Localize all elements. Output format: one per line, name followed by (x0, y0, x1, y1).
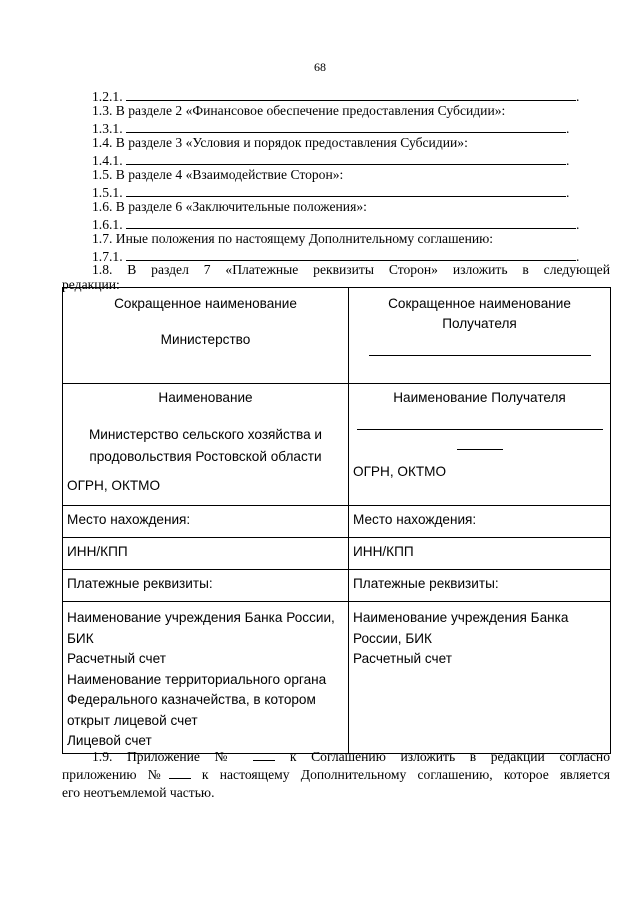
table-row (63, 570, 611, 602)
line-1-3: 1.3. В разделе 2 «Финансовое обеспечение предоставления Субсидии»: (92, 103, 506, 118)
fill-line (126, 247, 576, 261)
clause-number: 1.5.1. (92, 185, 123, 200)
line-1-7-1: 1.7.1. . (92, 249, 580, 264)
bank-line: открыт лицевой счет (67, 712, 198, 728)
clause-number: 1.6.1. (92, 217, 123, 232)
bank-line: России, БИК (353, 630, 432, 646)
table-row (63, 288, 611, 384)
page-number: 68 (314, 60, 326, 74)
bank-line: Наименование территориального органа (67, 671, 327, 687)
ministry-bank-cell (63, 602, 349, 754)
clause-number: 1.4.1. (92, 153, 123, 168)
line-1-7: 1.7. Иные положения по настоящему Дополнительному соглашению: (92, 231, 494, 246)
table-row (63, 602, 611, 754)
recipient-name-label: Наименование Получателя (393, 390, 566, 405)
requisites-table (62, 287, 611, 754)
location-label: Место нахождения: (349, 506, 611, 538)
table-row (63, 384, 611, 506)
fill-line (169, 766, 191, 779)
bank-line: Наименование учреждения Банка России, (67, 610, 335, 625)
fill-line (126, 183, 566, 197)
bank-line: Федерального казначейства, в котором (67, 692, 316, 707)
short-name-label: Сокращенное наименование (114, 296, 297, 311)
line-1-4-1: 1.4.1. . (92, 153, 570, 168)
recipient-short-name-cell (349, 288, 611, 384)
payment-label: Платежные реквизиты: (63, 570, 349, 602)
clause-number: 1.2.1. (92, 89, 123, 104)
recipient-label: Получателя (442, 316, 517, 331)
ogrn-label: ОГРН, ОКТМО (67, 478, 161, 493)
bank-line: Расчетный счет (353, 651, 452, 666)
short-name-label: Сокращенное наименование (388, 296, 571, 311)
clause-number: 1.3.1. (92, 121, 123, 136)
bank-line: Расчетный счет (67, 651, 166, 666)
line-1-4: 1.4. В разделе 3 «Условия и порядок предоставления Субсидии»: (92, 135, 468, 150)
fill-line (126, 215, 576, 229)
para-1-9-line-1: 1.9. Приложение № к Соглашению изложить в редакции согласно (92, 749, 610, 764)
para-1-8-line-1: 1.8. В раздел 7 «Платежные реквизиты Сторон» изложить в следующей (92, 262, 610, 277)
bank-line: Лицевой счет (67, 733, 152, 748)
ogrn-label: ОГРН, ОКТМО (353, 464, 447, 479)
ministry-full-name-2: продовольствия Ростовской области (89, 449, 322, 464)
para-1-9-line-2: приложению № к настоящему Дополнительному соглашению, которое является (62, 767, 610, 782)
para-1-8-line-2: редакции: (62, 277, 120, 292)
line-1-6-1: 1.6.1. . (92, 217, 580, 232)
bank-line: БИК (67, 630, 94, 646)
ministry-label: Министерство (160, 332, 251, 347)
fill-line (126, 151, 566, 165)
ministry-full-name-1: Министерство сельского хозяйства и (88, 427, 323, 442)
line-1-5: 1.5. В разделе 4 «Взаимодействие Сторон»: (92, 167, 344, 182)
line-1-2-1: 1.2.1. . (92, 89, 580, 104)
table-row (63, 506, 611, 538)
payment-label: Платежные реквизиты: (349, 570, 611, 602)
fill-line (253, 748, 275, 761)
para-1-9-line-3: его неотъемлемой частью. (62, 785, 215, 800)
name-label: Наименование (158, 390, 253, 405)
inn-label: ИНН/КПП (63, 538, 349, 570)
line-1-3-1: 1.3.1. . (92, 121, 570, 136)
fill-line (126, 119, 566, 133)
fill-line (369, 354, 591, 356)
fill-line (126, 87, 576, 101)
recipient-name-cell (349, 384, 611, 506)
table-row (63, 538, 611, 570)
inn-label: ИНН/КПП (349, 538, 611, 570)
line-1-5-1: 1.5.1. . (92, 185, 570, 200)
line-1-6: 1.6. В разделе 6 «Заключительные положения»: (92, 199, 367, 214)
ministry-name-cell (63, 384, 349, 506)
recipient-bank-cell (349, 602, 611, 754)
location-label: Место нахождения: (63, 506, 349, 538)
ministry-short-name-cell (63, 288, 349, 384)
bank-line: Наименование учреждения Банка (353, 610, 569, 625)
clause-number: 1.7.1. (92, 249, 123, 264)
